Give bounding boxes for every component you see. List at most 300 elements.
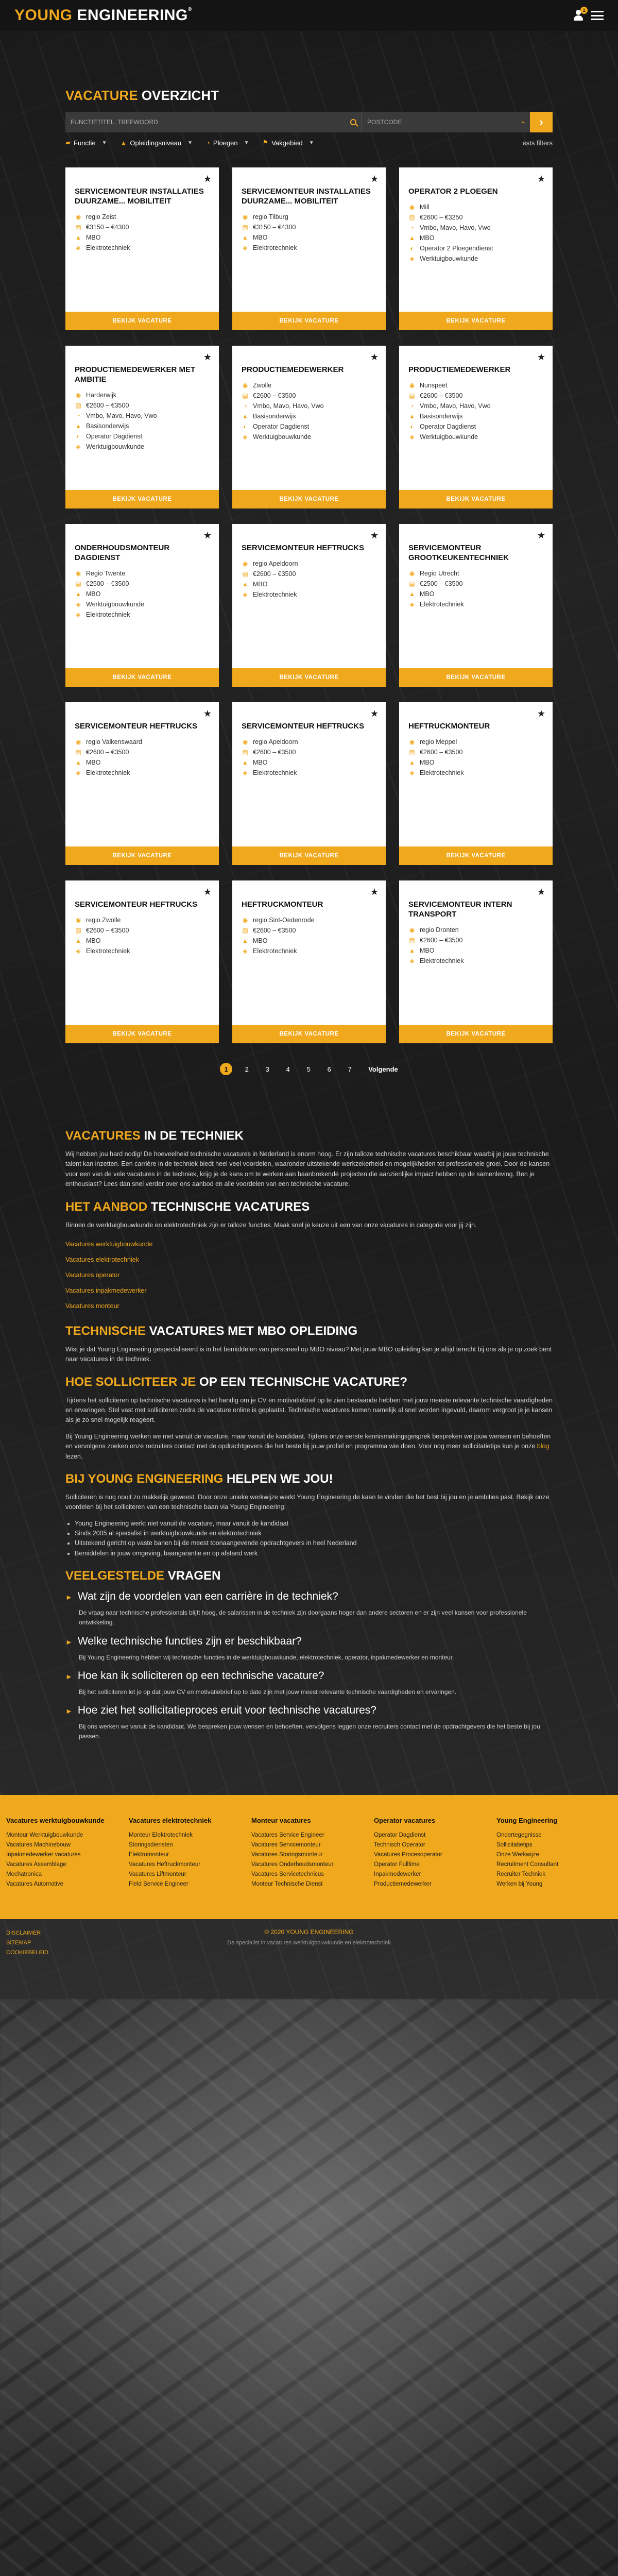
vacancy-detail-row bbox=[242, 925, 376, 936]
vacancy-detail-row bbox=[242, 915, 376, 925]
vacancy-detail-text: MBO bbox=[420, 590, 435, 598]
vacancy-detail-text: Basisonderwijs bbox=[420, 412, 463, 420]
page-number[interactable]: 7 bbox=[348, 1065, 352, 1073]
vacancy-detail-text: Vmbo, Mavo, Havo, Vwo bbox=[420, 224, 491, 231]
view-vacancy-button[interactable]: BEKIJK VACATURE bbox=[65, 312, 219, 330]
vacancy-detail-text: Operator Dagdienst bbox=[420, 422, 476, 430]
shift-icon: ◐ bbox=[410, 244, 414, 252]
vacancy-details bbox=[232, 375, 386, 442]
category-icon: ◈ bbox=[409, 433, 415, 440]
vacancy-card[interactable] bbox=[65, 702, 219, 865]
vacancy-title[interactable]: PRODUCTIEMEDEWERKER MET AMBITIE bbox=[75, 365, 196, 384]
vacancy-card[interactable] bbox=[399, 167, 553, 330]
vacancy-detail-row bbox=[75, 768, 210, 778]
footer-tagline: De specialist in vacatures werktuigbouwkunde en elektrotechniek bbox=[227, 1940, 391, 1946]
vacancy-detail-row bbox=[75, 936, 210, 946]
paragraph-solliciteer-1: Tijdens het solliciteren op technische vacatures is het handig om je CV en motivatiebrief op te zien bestaande hebben met jouw meeste relevante technische vaardigheden en ervaringen. Stel vast met solliciteren zodra de vacature online is geplaatst. Technische vacatures komen namelijk al snel worden ingevuld, daarom vergroot je je kansen als je zo snel mogelijk reageert. bbox=[65, 1396, 553, 1424]
footer-column bbox=[251, 1817, 367, 1889]
graduation-icon: ▲ bbox=[120, 139, 127, 147]
disclaimer-link[interactable]: DISCLAIMER bbox=[6, 1930, 41, 1937]
footer-link[interactable]: Elektromonteur bbox=[129, 1852, 169, 1858]
vacancy-detail-text: Harderwijk bbox=[86, 391, 117, 399]
filter-functie[interactable] bbox=[65, 139, 107, 147]
vacancy-detail-text: MBO bbox=[253, 758, 268, 766]
favorite-star-icon[interactable]: ★ bbox=[203, 352, 212, 362]
category-link-werktuigbouwkunde[interactable]: Vacatures werktuigbouwkunde bbox=[65, 1240, 153, 1248]
footer-column bbox=[374, 1817, 489, 1889]
footer-link[interactable]: Vacatures Automotive bbox=[6, 1881, 64, 1888]
vacancy-detail-row bbox=[75, 243, 210, 253]
shift-icon: ◐ bbox=[243, 422, 247, 430]
favorite-star-icon[interactable]: ★ bbox=[537, 530, 545, 540]
footer-column bbox=[496, 1817, 612, 1889]
vacancy-title[interactable]: ONDERHOUDSMONTEUR DAGDIENST bbox=[75, 544, 170, 562]
footer-column-title: Young Engineering bbox=[496, 1817, 558, 1825]
vacancy-detail-text: regio Tilburg bbox=[253, 213, 288, 221]
vacancy-detail-text: Elektrotechniek bbox=[86, 611, 130, 618]
view-vacancy-button[interactable]: BEKIJK VACATURE bbox=[399, 490, 553, 509]
vacancy-detail-text: regio Apeldoorn bbox=[253, 560, 298, 567]
vacancy-detail-row bbox=[75, 925, 210, 936]
search-icon[interactable] bbox=[350, 119, 356, 125]
vacancy-card[interactable] bbox=[399, 880, 553, 1043]
location-pin-icon: ◉ bbox=[409, 569, 415, 577]
vacancy-detail-row bbox=[242, 432, 376, 442]
vacancy-title[interactable]: PRODUCTIEMEDEWERKER bbox=[242, 365, 344, 374]
vacancy-detail-text: MBO bbox=[420, 946, 435, 954]
salary-icon: ▤ bbox=[75, 926, 81, 934]
view-vacancy-button[interactable]: BEKIJK VACATURE bbox=[65, 846, 219, 865]
vacancy-detail-row bbox=[408, 935, 543, 945]
salary-icon: ▤ bbox=[75, 748, 81, 756]
faq-question[interactable]: ► Wat zijn de voordelen van een carrière in de techniek? bbox=[65, 1590, 338, 1603]
vacancy-detail-text: regio Zwolle bbox=[86, 916, 121, 924]
background-photo bbox=[0, 1999, 618, 2576]
faq-answer: Bij het solliciteren let je op dat jouw CV en motivatiebrief up to date zijn met jouw meest relevante technische vaardigheden en ervaringen. bbox=[79, 1688, 457, 1696]
benefits-list bbox=[65, 1519, 553, 1559]
vacancy-detail-text: €3150 – €4300 bbox=[253, 223, 296, 231]
favorite-star-icon[interactable]: ★ bbox=[203, 708, 212, 719]
footer-column-title: Operator vacatures bbox=[374, 1817, 436, 1825]
vacancy-detail-text: Regio Twente bbox=[86, 569, 126, 577]
faq-question[interactable]: ► Hoe kan ik solliciteren op een technische vacature? bbox=[65, 1669, 324, 1682]
vacancy-card[interactable] bbox=[232, 167, 386, 330]
vacancy-detail-text: €2500 – €3500 bbox=[420, 580, 463, 587]
vacancy-detail-text: €2600 – €3500 bbox=[420, 936, 463, 944]
category-icon: ◈ bbox=[243, 244, 248, 251]
vacancy-detail-row bbox=[408, 747, 543, 757]
footer-link[interactable]: Operator Dagdienst bbox=[374, 1832, 426, 1839]
vacancy-detail-text: €2600 – €3500 bbox=[253, 748, 296, 756]
vacancy-card[interactable] bbox=[399, 702, 553, 865]
faq-list bbox=[65, 1590, 553, 1741]
category-link-elektrotechniek[interactable]: Vacatures elektrotechniek bbox=[65, 1256, 139, 1263]
vacancy-detail-row bbox=[242, 936, 376, 946]
favorite-star-icon[interactable]: ★ bbox=[537, 174, 545, 184]
footer-link[interactable]: Mechatronica bbox=[6, 1871, 42, 1878]
vacancy-title[interactable]: SERVICEMONTEUR HEFTRUCKS bbox=[75, 722, 198, 731]
vacancy-detail-text: Elektrotechniek bbox=[253, 590, 297, 598]
vacancy-title[interactable]: OPERATOR 2 PLOEGEN bbox=[408, 187, 498, 196]
vacancy-title[interactable]: SERVICEMONTEUR GROOTKEUKENTECHNIEK bbox=[408, 544, 509, 562]
chevron-down-icon: ▼ bbox=[308, 140, 314, 146]
caret-right-icon: ► bbox=[65, 1593, 73, 1602]
vacancy-detail-row bbox=[75, 442, 210, 452]
education-icon: ▲ bbox=[242, 580, 248, 588]
category-icon: ◈ bbox=[76, 244, 81, 251]
footer-link[interactable]: Monteur Technische Dienst bbox=[251, 1881, 323, 1888]
footer-column-title: Vacatures elektrotechniek bbox=[129, 1817, 212, 1825]
vacancy-detail-text: €2600 – €3500 bbox=[86, 926, 129, 934]
category-link-operator[interactable]: Vacatures operator bbox=[65, 1271, 120, 1279]
user-account-icon[interactable] bbox=[573, 10, 584, 21]
vacancy-detail-row bbox=[75, 609, 210, 620]
site-logo[interactable] bbox=[14, 7, 192, 24]
vacancy-detail-row bbox=[408, 925, 543, 935]
vacancy-detail-row bbox=[242, 589, 376, 600]
vacancy-detail-text: MBO bbox=[86, 590, 101, 598]
footer-link[interactable]: Productiemedewerker bbox=[374, 1881, 432, 1888]
page-title-highlight: VACATURE bbox=[65, 88, 138, 103]
briefcase-icon: ▰ bbox=[65, 139, 71, 146]
location-pin-icon: ◉ bbox=[409, 738, 415, 745]
vacancy-detail-text: Elektrotechniek bbox=[420, 769, 464, 776]
paragraph-bij-young: Solliciteren is nog nooit zo makkelijk geweest. Door onze unieke werkwijze werkt Young Engineering de kaan te vinden die het best bij jou en je ambities past. Bekijk onze voordelen bij het solliciteren van een technische baan via Young Engineering: bbox=[65, 1493, 550, 1511]
vacancy-detail-text: €2600 – €3500 bbox=[253, 926, 296, 934]
vacancy-detail-text: Elektrotechniek bbox=[420, 957, 464, 964]
page-number[interactable]: 2 bbox=[245, 1065, 249, 1073]
vacancy-title[interactable]: SERVICEMONTEUR HEFTRUCKS bbox=[75, 900, 198, 909]
view-vacancy-button[interactable]: BEKIJK VACATURE bbox=[65, 1025, 219, 1043]
vacancy-detail-row bbox=[75, 747, 210, 757]
keyword-search-input[interactable] bbox=[71, 118, 350, 126]
page-title-rest: OVERZICHT bbox=[141, 88, 219, 103]
footer-link[interactable]: Inpakmedewerker bbox=[374, 1871, 421, 1878]
vacancy-detail-text: Operator Dagdienst bbox=[86, 432, 143, 440]
filter-ploegen[interactable] bbox=[206, 139, 249, 147]
vacancy-detail-row bbox=[75, 579, 210, 589]
view-vacancy-button[interactable]: BEKIJK VACATURE bbox=[399, 846, 553, 865]
vacancy-detail-row bbox=[408, 599, 543, 609]
salary-icon: ▤ bbox=[409, 213, 415, 221]
vacancy-detail-text: Werktuigbouwkunde bbox=[86, 443, 145, 450]
sitemap-link[interactable]: SITEMAP bbox=[6, 1940, 31, 1946]
salary-icon: ▤ bbox=[409, 748, 415, 756]
favorite-star-icon[interactable]: ★ bbox=[370, 352, 379, 362]
caret-right-icon: ► bbox=[65, 1706, 73, 1715]
filter-label: Functie bbox=[74, 139, 96, 147]
view-vacancy-button[interactable]: BEKIJK VACATURE bbox=[232, 668, 386, 687]
shift-icon: ◐ bbox=[76, 432, 80, 440]
location-search-box bbox=[362, 112, 530, 132]
favorite-star-icon[interactable]: ★ bbox=[537, 352, 545, 362]
vacancy-detail-row bbox=[75, 390, 210, 400]
vacancy-detail-text: MBO bbox=[253, 580, 268, 588]
footer-link[interactable]: Monteur Werktuigbouwkunde bbox=[6, 1832, 83, 1839]
view-vacancy-button[interactable]: BEKIJK VACATURE bbox=[232, 490, 386, 509]
location-pin-icon: ⌖ bbox=[521, 118, 525, 126]
vacancy-detail-text: MBO bbox=[86, 937, 101, 944]
vacancy-details bbox=[399, 732, 553, 778]
search-bar bbox=[65, 112, 553, 132]
page-number[interactable]: 3 bbox=[265, 1065, 269, 1073]
faq-question[interactable]: ► Hoe ziet het sollicitatieproces eruit voor technische vacatures? bbox=[65, 1704, 376, 1716]
location-pin-icon: ◉ bbox=[242, 381, 248, 389]
salary-icon: ▤ bbox=[409, 936, 415, 944]
footer-link[interactable]: Vacatures Storingsmonteur bbox=[251, 1852, 323, 1858]
education-icon: ▲ bbox=[409, 758, 415, 766]
vacancy-card[interactable] bbox=[65, 880, 219, 1043]
vacancy-detail-row bbox=[242, 380, 376, 391]
cookiebeleid-link[interactable]: COOKIEBELEID bbox=[6, 1950, 48, 1956]
footer-link[interactable]: Recruitment Consultant bbox=[496, 1861, 559, 1868]
vacancy-detail-text: Zwolle bbox=[253, 381, 272, 389]
vacancy-detail-row bbox=[408, 956, 543, 966]
vacancy-card[interactable] bbox=[232, 880, 386, 1043]
footer-link[interactable]: Vacatures Servicetechnicus bbox=[251, 1871, 324, 1878]
vacancy-detail-text: Werktuigbouwkunde bbox=[86, 600, 145, 608]
pagination bbox=[65, 1063, 553, 1075]
vacancy-card[interactable] bbox=[65, 167, 219, 330]
vacancy-title[interactable]: SERVICEMONTEUR INSTALLATIES DUURZAME... MOBILITEIT bbox=[242, 187, 371, 206]
vacancy-detail-row bbox=[408, 568, 543, 579]
footer-link[interactable]: Monteur Elektrotechniek bbox=[129, 1832, 193, 1839]
page-number[interactable]: 4 bbox=[286, 1065, 290, 1073]
vacancy-detail-row bbox=[408, 579, 543, 589]
keyword-search-box bbox=[65, 112, 362, 132]
vacancy-details bbox=[232, 553, 386, 600]
vacancy-detail-row bbox=[75, 757, 210, 768]
vacancy-details bbox=[399, 563, 553, 609]
footer-link[interactable]: Vacatures Onderhoudsmonteur bbox=[251, 1861, 334, 1868]
faq-answer: Bij Young Engineering hebben wij technische functies in de werktuigbouwkunde, elektrotechniek, operator, inpakmedewerker en monteur. bbox=[79, 1653, 454, 1661]
vacancy-card[interactable] bbox=[232, 346, 386, 509]
vacancy-title[interactable]: HEFTRUCKMONTEUR bbox=[408, 722, 490, 731]
vacancy-detail-text: regio Apeldoorn bbox=[253, 738, 298, 745]
vacancy-details bbox=[399, 375, 553, 442]
vacancy-detail-row bbox=[242, 401, 376, 411]
footer-link[interactable]: Ondertegegnisse bbox=[496, 1832, 542, 1839]
vacancy-title[interactable]: HEFTRUCKMONTEUR bbox=[242, 900, 323, 909]
favorite-star-icon[interactable]: ★ bbox=[370, 530, 379, 540]
page-number[interactable]: 1 bbox=[220, 1063, 232, 1075]
salary-icon: ▤ bbox=[242, 223, 248, 231]
hours-icon: ◔ bbox=[76, 412, 80, 419]
paragraph-intro: Wij hebben jou hard nodig! De hoeveelheid technische vacatures in Nederland is enorm hoog. Er zijn talloze technische vacatures beschikbaar waarbij je jouw technische talent kan inzetten. Een carrière in de techniek biedt heel veel voordelen, waaronder uitstekende werkzekerheid en mogelijkheden tot professionele groei. Door de kansen voor een van de vele vacatures in de techniek, krijg je de kans om te werken aan baanbrekende projecten die aanzienlijke impact hebben op de samenleving. Ben je enthousiast? Lees dan snel verder over ons aanbod en alle voordelen van een technische vacature. bbox=[65, 1150, 550, 1188]
logo-engineering-text: ENGINEERING bbox=[77, 7, 188, 24]
salary-icon: ▤ bbox=[75, 223, 81, 231]
vacancy-card[interactable] bbox=[65, 524, 219, 687]
list-item: • Uitstekend gericht op vaste banen bij de meest toonaangevende opdrachtgevers in heel Nederland bbox=[75, 1538, 553, 1548]
vacancy-detail-row bbox=[242, 558, 376, 569]
vacancy-detail-text: MBO bbox=[253, 233, 268, 241]
faq-question[interactable]: ► Welke technische functies zijn er beschikbaar? bbox=[65, 1635, 302, 1647]
favorite-star-icon[interactable]: ★ bbox=[370, 887, 379, 897]
vacancy-detail-row bbox=[75, 400, 210, 411]
salary-icon: ▤ bbox=[242, 570, 248, 578]
vacancy-detail-row bbox=[242, 212, 376, 222]
blog-link[interactable]: blog bbox=[537, 1443, 550, 1450]
vacancy-detail-text: MBO bbox=[420, 758, 435, 766]
category-icon: ◈ bbox=[76, 769, 81, 776]
salary-icon: ▤ bbox=[75, 580, 81, 587]
vacancy-title[interactable]: SERVICEMONTEUR HEFTRUCKS bbox=[242, 722, 365, 731]
education-icon: ▲ bbox=[75, 590, 81, 598]
footer-link[interactable]: Recruiter Techniek bbox=[496, 1871, 546, 1878]
favorite-star-icon[interactable]: ★ bbox=[537, 887, 545, 897]
view-vacancy-button[interactable]: BEKIJK VACATURE bbox=[232, 1025, 386, 1043]
vacancy-title[interactable]: SERVICEMONTEUR INSTALLATIES DUURZAME... MOBILITEIT bbox=[75, 187, 204, 206]
hamburger-menu-icon[interactable] bbox=[591, 11, 604, 20]
vacancy-card[interactable] bbox=[399, 524, 553, 687]
vacancy-details bbox=[65, 207, 219, 253]
vacancy-detail-text: regio Zeist bbox=[86, 213, 116, 221]
filter-vakgebied[interactable] bbox=[263, 139, 314, 147]
footer-link[interactable]: Vacatures Service Engineer bbox=[251, 1832, 324, 1839]
heading-aanbod: HET AANBOD TECHNISCHE VACATURES bbox=[65, 1199, 310, 1214]
education-icon: ▲ bbox=[75, 937, 81, 944]
vacancy-detail-text: Regio Utrecht bbox=[420, 569, 459, 577]
vacancy-detail-text: regio Sint-Oedenrode bbox=[253, 916, 315, 924]
favorite-star-icon[interactable]: ★ bbox=[203, 887, 212, 897]
vacancy-detail-row bbox=[75, 222, 210, 232]
favorite-star-icon[interactable]: ★ bbox=[370, 174, 379, 184]
vacancy-detail-row bbox=[75, 568, 210, 579]
footer-link[interactable]: Werken bij Young bbox=[496, 1881, 543, 1888]
view-vacancy-button[interactable]: BEKIJK VACATURE bbox=[232, 312, 386, 330]
vacancy-detail-text: Elektrotechniek bbox=[253, 947, 297, 955]
footer-link[interactable]: Vacatures Machinebouw bbox=[6, 1842, 71, 1849]
category-link-inpakmedewerker[interactable]: Vacatures inpakmedewerker bbox=[65, 1286, 147, 1294]
vacancy-detail-text: Elektrotechniek bbox=[86, 947, 130, 955]
footer-link[interactable]: Vacatures Procesoperator bbox=[374, 1852, 442, 1858]
category-icon: ◈ bbox=[243, 433, 248, 440]
education-icon: ▲ bbox=[242, 233, 248, 241]
vacancy-detail-text: Operator Dagdienst bbox=[253, 422, 310, 430]
vacancy-detail-text: €2600 – €3500 bbox=[253, 392, 296, 399]
site-footer bbox=[0, 1795, 618, 1919]
education-icon: ▲ bbox=[242, 758, 248, 766]
view-vacancy-button[interactable]: BEKIJK VACATURE bbox=[65, 668, 219, 687]
postcode-input[interactable] bbox=[367, 118, 518, 126]
category-link-monteur[interactable]: Vacatures monteur bbox=[65, 1302, 119, 1310]
salary-icon: ▤ bbox=[242, 926, 248, 934]
shift-icon: ◐ bbox=[410, 422, 414, 430]
vacancy-detail-row bbox=[408, 243, 543, 253]
footer-link[interactable]: Vacatures Liftmonteur bbox=[129, 1871, 186, 1878]
vacancy-card[interactable] bbox=[399, 346, 553, 509]
footer-link[interactable]: Vacatures Assemblage bbox=[6, 1861, 66, 1868]
filter-label: Opleidingsniveau bbox=[130, 139, 182, 147]
view-vacancy-button[interactable]: BEKIJK VACATURE bbox=[399, 312, 553, 330]
vacancy-detail-text: Werktuigbouwkunde bbox=[420, 433, 478, 440]
location-pin-icon: ◉ bbox=[75, 916, 81, 924]
category-icon: ◈ bbox=[76, 947, 81, 955]
footer-link[interactable]: Technisch Operator bbox=[374, 1842, 425, 1849]
vacancy-detail-text: €2600 – €3500 bbox=[420, 392, 463, 399]
vacancy-detail-row bbox=[75, 589, 210, 599]
vacancy-card[interactable] bbox=[232, 702, 386, 865]
footer-column bbox=[6, 1817, 122, 1889]
vacancy-detail-row bbox=[408, 945, 543, 956]
footer-link[interactable]: Vacatures Heftruckmonteur bbox=[129, 1861, 201, 1868]
chevron-down-icon: ▼ bbox=[187, 140, 193, 146]
vacancy-detail-row bbox=[408, 768, 543, 778]
vacancy-detail-text: Nunspeet bbox=[420, 381, 448, 389]
footer-link[interactable]: Vacatures Servicemonteur bbox=[251, 1842, 321, 1849]
location-pin-icon: ◉ bbox=[242, 213, 248, 221]
vacancy-detail-text: Operator 2 Ploegendienst bbox=[420, 244, 493, 252]
vacancy-card[interactable] bbox=[65, 346, 219, 509]
all-filters-link[interactable]: ests filters bbox=[522, 139, 553, 147]
footer-link[interactable]: Sollicitatietips bbox=[496, 1842, 533, 1849]
vacancy-detail-text: MBO bbox=[86, 233, 101, 241]
vacancy-detail-text: regio Valkenswaard bbox=[86, 738, 142, 745]
vacancy-detail-text: Elektrotechniek bbox=[420, 600, 464, 608]
view-vacancy-button[interactable]: BEKIJK VACATURE bbox=[399, 1025, 553, 1043]
vacancy-title[interactable]: PRODUCTIEMEDEWERKER bbox=[408, 365, 511, 374]
vacancy-detail-row bbox=[242, 737, 376, 747]
vacancy-detail-row bbox=[75, 212, 210, 222]
copyright-text: © 2020 YOUNG ENGINEERING bbox=[264, 1928, 354, 1936]
filter-bar bbox=[65, 139, 553, 147]
vacancy-detail-row bbox=[408, 223, 543, 233]
footer-link[interactable]: Field Service Engineer bbox=[129, 1881, 188, 1888]
favorite-star-icon[interactable]: ★ bbox=[537, 708, 545, 719]
view-vacancy-button[interactable]: BEKIJK VACATURE bbox=[232, 846, 386, 865]
favorite-star-icon[interactable]: ★ bbox=[203, 174, 212, 184]
education-icon: ▲ bbox=[409, 946, 415, 954]
view-vacancy-button[interactable]: BEKIJK VACATURE bbox=[65, 490, 219, 509]
footer-link[interactable]: Storingsdiensten bbox=[129, 1842, 173, 1849]
footer-link[interactable]: Inpakmedewerker vacatures bbox=[6, 1852, 81, 1858]
vacancy-detail-row bbox=[408, 401, 543, 411]
footer-column-title: Vacatures werktuigbouwkunde bbox=[6, 1817, 105, 1825]
vacancy-detail-row bbox=[408, 737, 543, 747]
vacancy-card[interactable] bbox=[232, 524, 386, 687]
footer-link[interactable]: Onze Werkwijze bbox=[496, 1852, 539, 1858]
page-number[interactable]: 6 bbox=[327, 1065, 331, 1073]
page-number[interactable]: 5 bbox=[306, 1065, 311, 1073]
favorite-star-icon[interactable]: ★ bbox=[203, 530, 212, 540]
location-pin-icon: ◉ bbox=[75, 391, 81, 399]
vacancy-detail-text: Werktuigbouwkunde bbox=[420, 255, 478, 262]
vacancy-detail-row bbox=[75, 431, 210, 442]
filter-opleidingsniveau[interactable] bbox=[121, 139, 193, 147]
footer-link[interactable]: Operator Fulltime bbox=[374, 1861, 420, 1868]
faq-answer: De vraag naar technische professionals blijft hoog, de salarissen in de techniek zijn doorgaans hoger dan andere sectoren en er zijn veel kansen voor professionele ontwikkeling. bbox=[79, 1609, 527, 1626]
category-icon: ◈ bbox=[409, 600, 415, 608]
search-submit-button[interactable]: › bbox=[530, 112, 553, 132]
vacancy-detail-text: Elektrotechniek bbox=[86, 244, 130, 251]
vacancy-detail-row bbox=[408, 253, 543, 264]
next-page-link[interactable]: Volgende bbox=[368, 1065, 398, 1073]
category-icon: ◈ bbox=[243, 590, 248, 598]
vacancy-detail-row bbox=[242, 747, 376, 757]
heading-solliciteer: HOE SOLLICITEER JE OP EEN TECHNISCHE VACATURE? bbox=[65, 1375, 408, 1389]
location-pin-icon: ◉ bbox=[409, 203, 415, 211]
paragraph-solliciteer-2: Bij Young Engineering werken we met vanuit de vacature, maar vanuit de kandidaat. Tijdens onze eerste kennismakingsgesprek bespreken we jouw wensen en behoeften en vervolgens zoeken onze recruiters contact met de opdrachtgevers die het beste bij jouw profiel en programma wie doen. Voor nog meer sollicitatietips kun je onze blog lezen. bbox=[65, 1432, 551, 1460]
category-icon: ◈ bbox=[409, 255, 415, 262]
seo-content bbox=[65, 1129, 553, 1741]
favorite-star-icon[interactable]: ★ bbox=[370, 708, 379, 719]
page-title bbox=[65, 88, 553, 104]
view-vacancy-button[interactable]: BEKIJK VACATURE bbox=[399, 668, 553, 687]
vacancy-title[interactable]: SERVICEMONTEUR HEFTRUCKS bbox=[242, 544, 365, 552]
education-icon: ▲ bbox=[75, 233, 81, 241]
vacancy-title[interactable]: SERVICEMONTEUR INTERN TRANSPORT bbox=[408, 900, 512, 919]
vacancy-detail-row bbox=[75, 946, 210, 956]
